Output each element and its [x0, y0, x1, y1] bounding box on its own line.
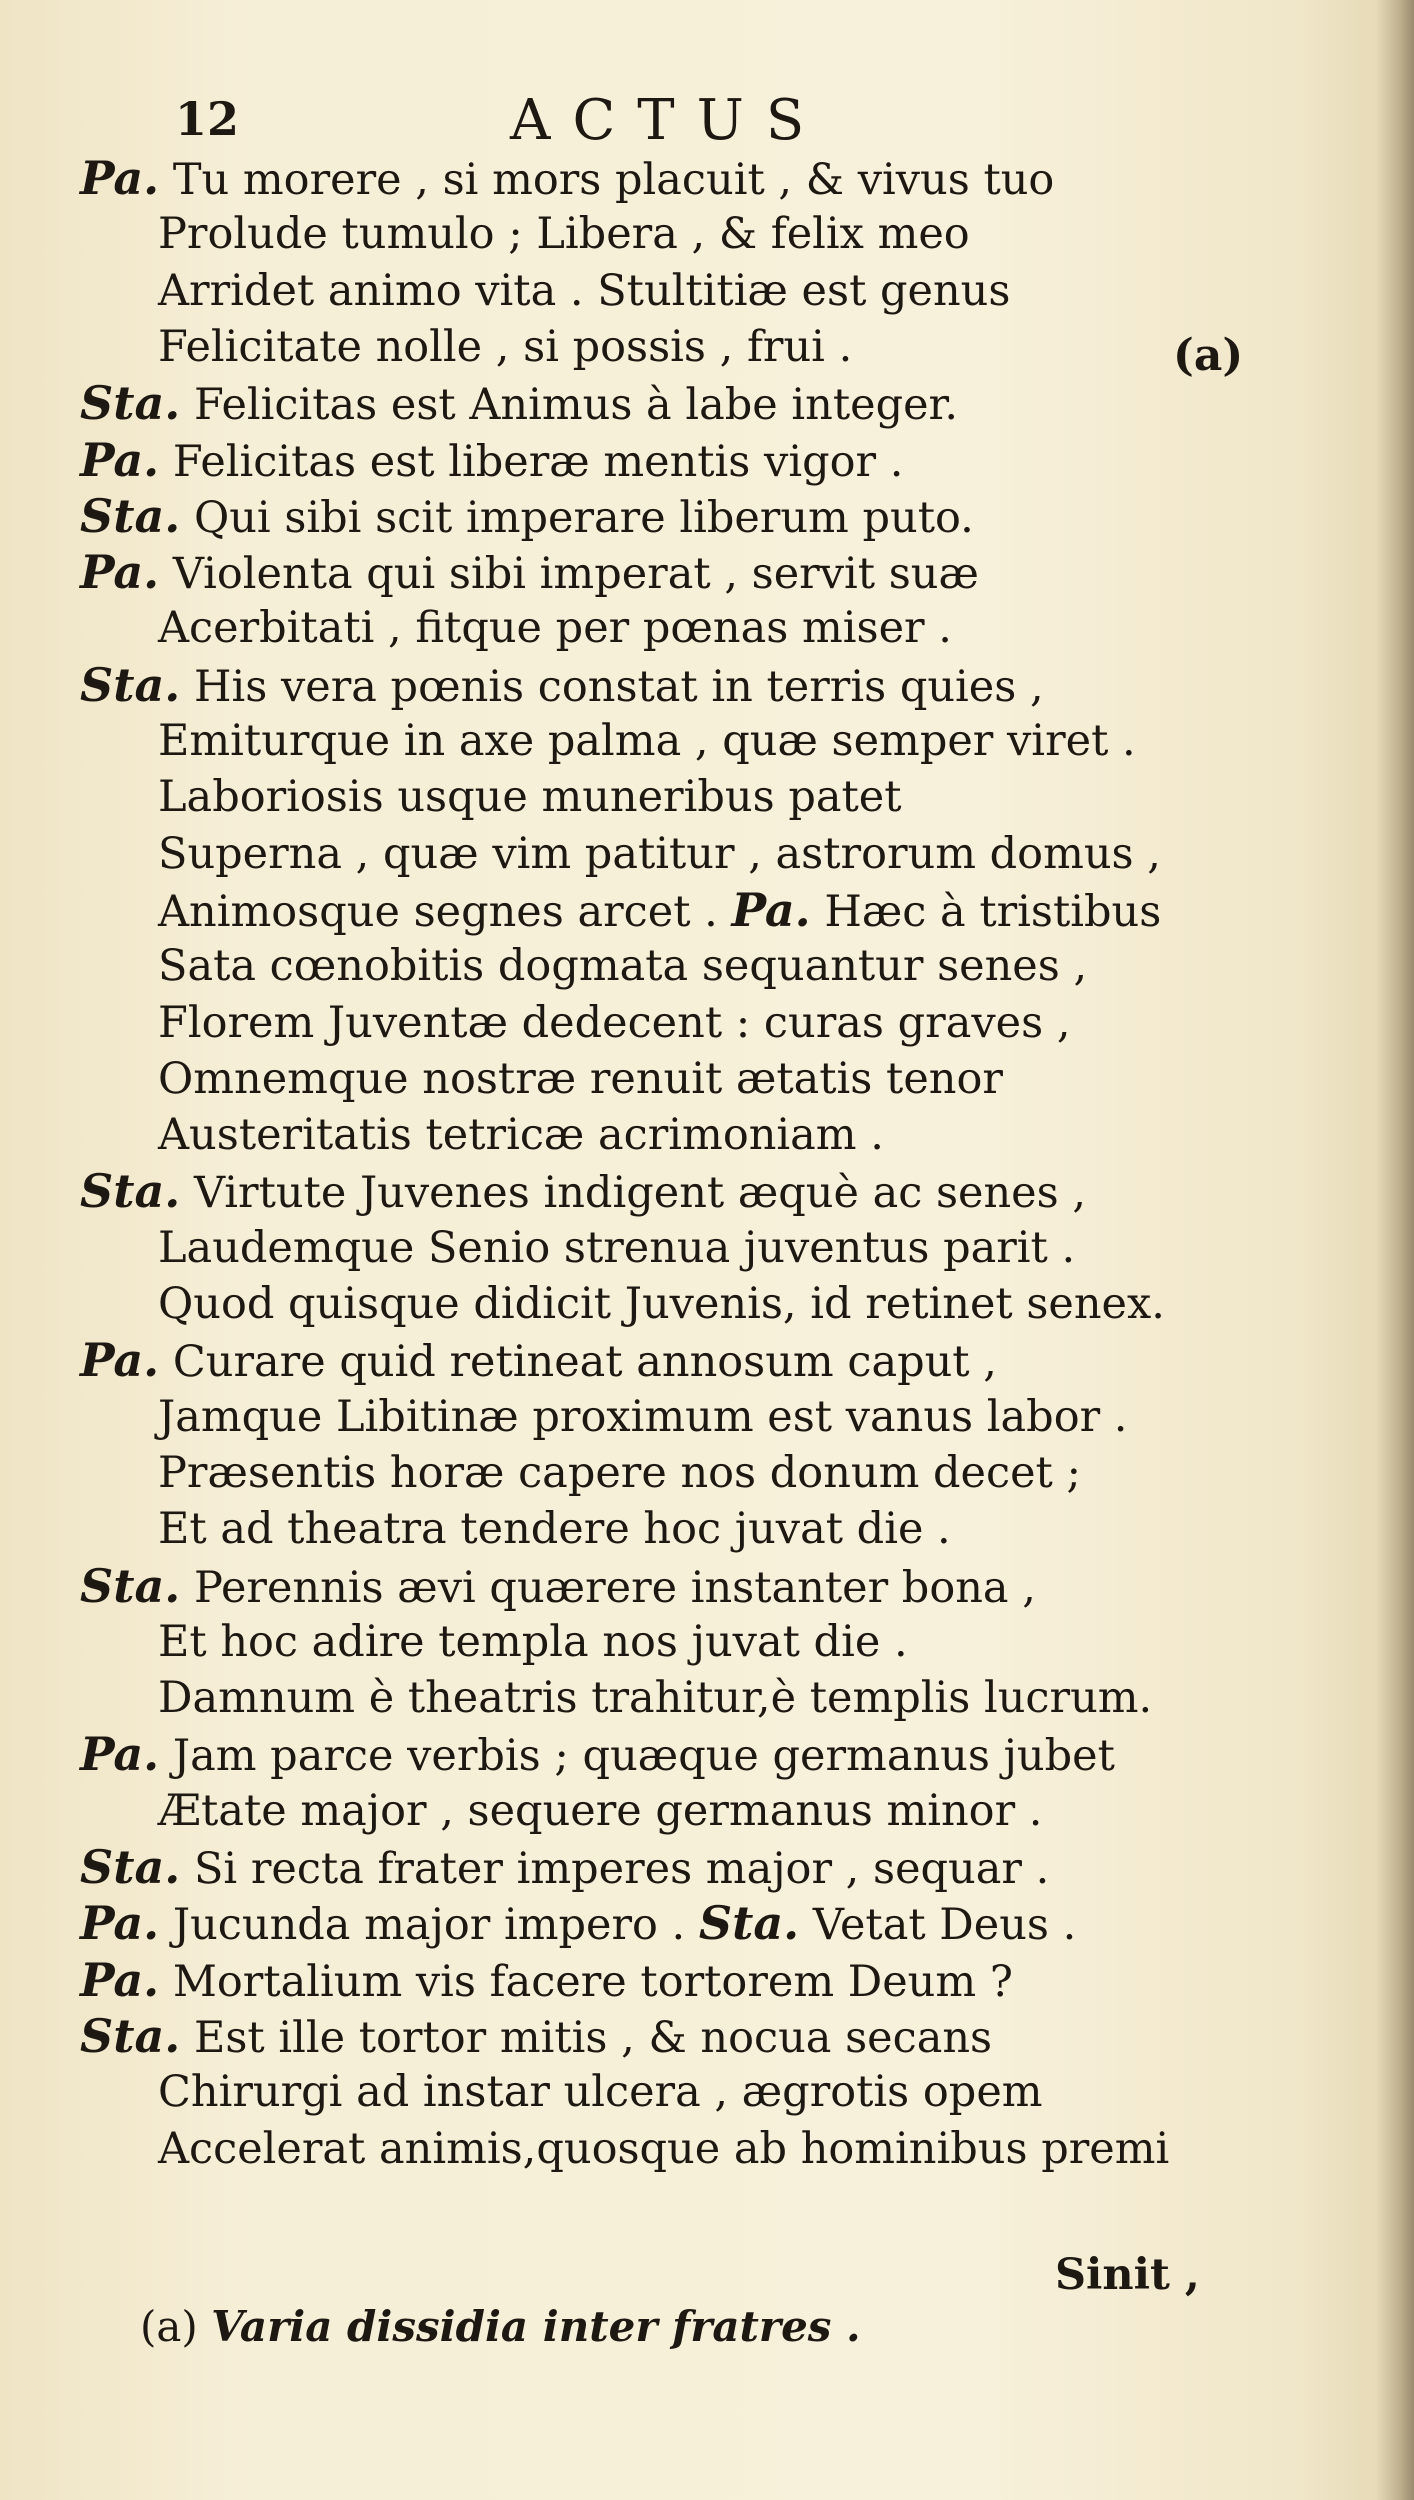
text-line [80, 432, 903, 488]
speaker-label: Sta. [698, 1896, 800, 1951]
text-line [158, 600, 952, 656]
speaker-label: Pa. [80, 1727, 160, 1782]
speaker-label: Sta. [80, 2008, 181, 2063]
page-number: 12 [175, 92, 240, 146]
line-text: Si recta frater imperes major , sequar . [193, 1844, 1050, 1894]
text-line [80, 1895, 1076, 1951]
line-text: Perennis ævi quærere instanter bona , [193, 1562, 1036, 1613]
line-text: Damnum è theatris trahitur,è templis lucrum. [158, 1673, 1153, 1724]
speaker-label: Sta. [80, 1164, 181, 1219]
catchword: Sinit , [1055, 2250, 1200, 2300]
text-line [158, 1670, 1152, 1726]
text-line [80, 1163, 1086, 1219]
line-text: Vetat Deus . [812, 1900, 1077, 1951]
text-line [158, 1445, 1081, 1501]
speaker-label: Pa. [80, 1333, 160, 1388]
speaker-label: Pa. [80, 432, 160, 487]
text-line [158, 1107, 884, 1163]
speaker-label: Sta. [80, 1558, 181, 1613]
line-text: Acerbitati , fitque per pœnas miser . [158, 603, 952, 654]
page-header [0, 88, 1414, 153]
line-text: Mortalium vis facere tortorem Deum ? [172, 1956, 1013, 2007]
text-line [158, 1614, 908, 1670]
speaker-label: Sta. [80, 376, 181, 431]
line-text: Et hoc adire templa nos juvat die . [158, 1616, 908, 1667]
line-text: Laboriosis usque muneribus patet [158, 772, 902, 823]
page-spine-shadow [1376, 0, 1414, 2500]
line-text: Quod quisque didicit Juvenis, id retinet senex. [158, 1279, 1165, 1329]
footnote-marker: (a) [140, 2302, 198, 2351]
line-text: Laudemque Senio strenua juventus parit . [158, 1222, 1076, 1273]
text-line [158, 1276, 1165, 1332]
line-text: Arridet animo vita . Stultitiæ est genus [158, 265, 1011, 316]
text-line [158, 206, 970, 262]
line-text: Omnemque nostræ renuit ætatis tenor [158, 1053, 1003, 1104]
footnote [140, 2302, 861, 2351]
text-line [158, 882, 1161, 938]
line-text: Superna , quæ vim patitur , astrorum domus , [158, 828, 1161, 879]
line-text: Florem Juventæ dedecent : curas graves , [158, 997, 1071, 1048]
text-line [158, 769, 902, 825]
text-line [158, 826, 1161, 882]
text-line [158, 2064, 1043, 2120]
speaker-label: Pa. [731, 882, 811, 937]
line-text: Ætate major , sequere germanus minor . [158, 1785, 1043, 1836]
speaker-label: Pa. [80, 545, 160, 600]
speaker-label: Sta. [80, 1840, 181, 1894]
line-text: Felicitas est Animus à labe integer. [193, 380, 959, 431]
text-line [158, 938, 1087, 994]
line-text: Tu morere , si mors placuit , & vivus tuo [172, 155, 1055, 205]
line-text: His vera pœnis constat in terris quies , [193, 661, 1044, 712]
text-line [80, 375, 958, 431]
text-line [158, 1501, 951, 1557]
text-line [80, 1332, 997, 1388]
line-text: Sata cœnobitis dogmata sequantur senes , [158, 941, 1088, 992]
footnote-reference-marker: (a) [1173, 330, 1244, 381]
text-line [158, 319, 852, 375]
running-head: ACTUS [510, 88, 827, 153]
text-line [80, 150, 1054, 206]
text-line [80, 1726, 1115, 1782]
footnote-text: Varia dissidia inter fratres . [211, 2302, 861, 2351]
text-line [158, 1220, 1075, 1276]
line-text: Violenta qui sibi imperat , servit suæ [172, 549, 979, 600]
text-line [80, 544, 979, 600]
text-line [80, 2008, 992, 2064]
line-text: Accelerat animis,quosque ab hominibus premi [158, 2123, 1170, 2174]
line-text: Qui sibi scit imperare liberum puto. [193, 492, 974, 543]
text-line [158, 995, 1071, 1051]
line-text: Austeritatis tetricæ acrimoniam . [158, 1110, 884, 1161]
line-text: Et ad theatra tendere hoc juvat die . [158, 1504, 951, 1555]
text-line [158, 1783, 1042, 1839]
speaker-label: Pa. [80, 1896, 160, 1951]
line-text: Chirurgi ad instar ulcera , ægrotis opem [158, 2067, 1043, 2118]
line-text: Curare quid retineat annosum caput , [172, 1337, 997, 1388]
line-text: Jamque Libitinæ proximum est vanus labor . [158, 1391, 1128, 1442]
speaker-label: Pa. [80, 151, 160, 205]
line-text: Est ille tortor mitis , & nocua secans [193, 2012, 993, 2063]
line-text: Animosque segnes arcet . [158, 886, 718, 937]
text-line [158, 713, 1136, 769]
text-line [158, 1389, 1127, 1445]
line-text: Felicitate nolle , si possis , frui . [158, 321, 853, 372]
line-text: Emiturque in axe palma , quæ semper viret . [158, 716, 1136, 766]
line-text: Felicitas est liberæ mentis vigor . [172, 436, 904, 487]
speaker-label: Sta. [80, 488, 181, 543]
text-line [80, 657, 1044, 713]
line-text: Præsentis horæ capere nos donum decet ; [158, 1447, 1081, 1498]
text-line [158, 1051, 1003, 1107]
line-text: Hæc à tristibus [824, 886, 1162, 937]
text-line [80, 1839, 1049, 1895]
line-text: Virtute Juvenes indigent æquè ac senes , [193, 1168, 1087, 1219]
text-line [158, 2121, 1169, 2177]
text-line [80, 1952, 1013, 2008]
text-line [80, 1558, 1036, 1614]
line-text: Jucunda major impero . [172, 1900, 686, 1951]
text-line [158, 263, 1010, 319]
speaker-label: Pa. [80, 1952, 160, 2007]
text-line [80, 488, 974, 544]
line-text: Prolude tumulo ; Libera , & felix meo [158, 209, 970, 260]
line-text: Jam parce verbis ; quæque germanus jubet [172, 1731, 1115, 1782]
speaker-label: Sta. [80, 657, 181, 712]
